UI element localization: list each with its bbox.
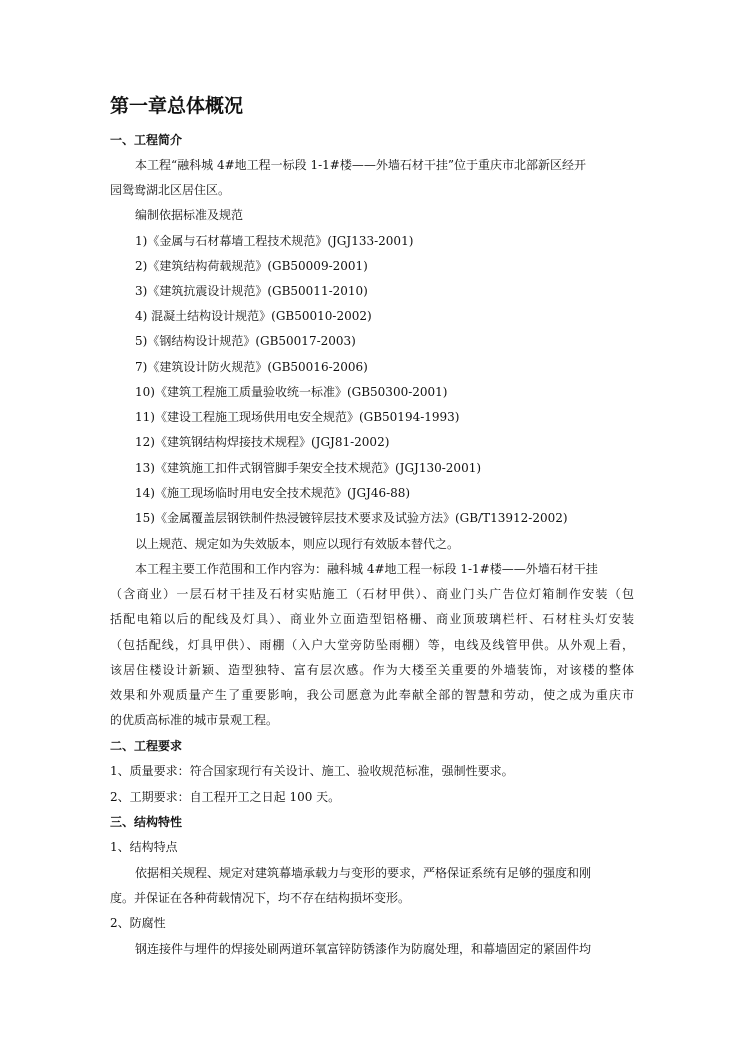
paragraph-line: （含商业）一层石材干挂及石材实贴施工（石材甲供）、商业门头广告位灯箱制作安装（包	[110, 587, 634, 601]
section-heading-structure: 三、结构特性	[110, 815, 183, 829]
schedule-requirement: 2、工期要求：自工程开工之日起 100 天。	[110, 790, 341, 804]
paragraph-line: 该居住楼设计新颖、造型独特、富有层次感。作为大楼至关重要的外墙装饰，对该楼的整体	[110, 663, 634, 677]
standard-item: 1)《金属与石材幕墙工程技术规范》(JGJ133-2001)	[135, 234, 414, 248]
paragraph-line: 的优质高标准的城市景观工程。	[110, 713, 279, 727]
section-heading-overview: 一、工程简介	[110, 133, 183, 147]
basis-title: 编制依据标准及规范	[135, 208, 244, 222]
subsection-title: 2、防腐性	[110, 916, 166, 930]
standard-item: 2)《建筑结构荷载规范》(GB50009-2001)	[135, 259, 368, 273]
section-heading-requirements: 二、工程要求	[110, 739, 183, 753]
quality-requirement: 1、质量要求：符合国家现行有关设计、施工、验收规范标准，强制性要求。	[110, 764, 514, 778]
standard-item: 7)《建筑设计防火规范》(GB50016-2006)	[135, 360, 368, 374]
paragraph-line: 园鸳鸯湖北区居住区。	[110, 183, 231, 197]
standard-item: 12)《建筑钢结构焊接技术规程》(JGJ81-2002)	[135, 435, 390, 449]
validity-note: 以上规范、规定如为失效版本，则应以现行有效版本替代之。	[135, 537, 460, 551]
standard-item: 10)《建筑工程施工质量验收统一标准》(GB50300-2001)	[135, 385, 448, 399]
subsection-title: 1、结构特点	[110, 840, 178, 854]
chapter-title: 第一章总体概况	[110, 95, 244, 117]
standard-item: 15)《金属覆盖层钢铁制件热浸镀锌层技术要求及试验方法》(GB/T13912-2002)	[135, 511, 568, 525]
standard-item: 5)《钢结构设计规范》(GB50017-2003)	[135, 334, 356, 348]
paragraph-line: 度。并保证在各种荷载情况下，均不存在结构损坏变形。	[110, 891, 411, 905]
standard-item: 3)《建筑抗震设计规范》(GB50011-2010)	[135, 284, 368, 298]
standard-item: 13)《建筑施工扣件式钢管脚手架安全技术规范》(JGJ130-2001)	[135, 461, 482, 475]
standard-item: 4) 混凝土结构设计规范》(GB50010-2002)	[135, 309, 372, 323]
standard-item: 11)《建设工程施工现场供用电安全规范》(GB50194-1993)	[135, 410, 460, 424]
paragraph-line: （包括配线，灯具甲供）、雨棚（入户大堂旁防坠雨棚）等，电线及线管甲供。从外观上看，	[110, 638, 634, 652]
paragraph-line: 钢连接件与埋件的焊接处刷两道环氧富锌防锈漆作为防腐处理，和幕墙固定的紧固件均	[135, 942, 592, 956]
paragraph-line: 括配电箱以后的配线及灯具）、商业外立面造型铝格栅、商业顶玻璃栏杆、石材柱头灯安装	[110, 612, 634, 626]
paragraph-line: 效果和外观质量产生了重要影响，我公司愿意为此奉献全部的智慧和劳动，使之成为重庆市	[110, 688, 634, 702]
paragraph-line: 本工程“融科城 4#地工程一标段 1-1#楼——外墙石材干挂”位于重庆市北部新区经开	[135, 158, 586, 172]
standard-item: 14)《施工现场临时用电安全技术规范》(JGJ46-88)	[135, 486, 411, 500]
paragraph-line: 依据相关规程、规定对建筑幕墙承载力与变形的要求，严格保证系统有足够的强度和刚	[135, 866, 592, 880]
paragraph-line: 本工程主要工作范围和工作内容为：融科城 4#地工程一标段 1-1#楼——外墙石材干挂	[135, 562, 598, 576]
